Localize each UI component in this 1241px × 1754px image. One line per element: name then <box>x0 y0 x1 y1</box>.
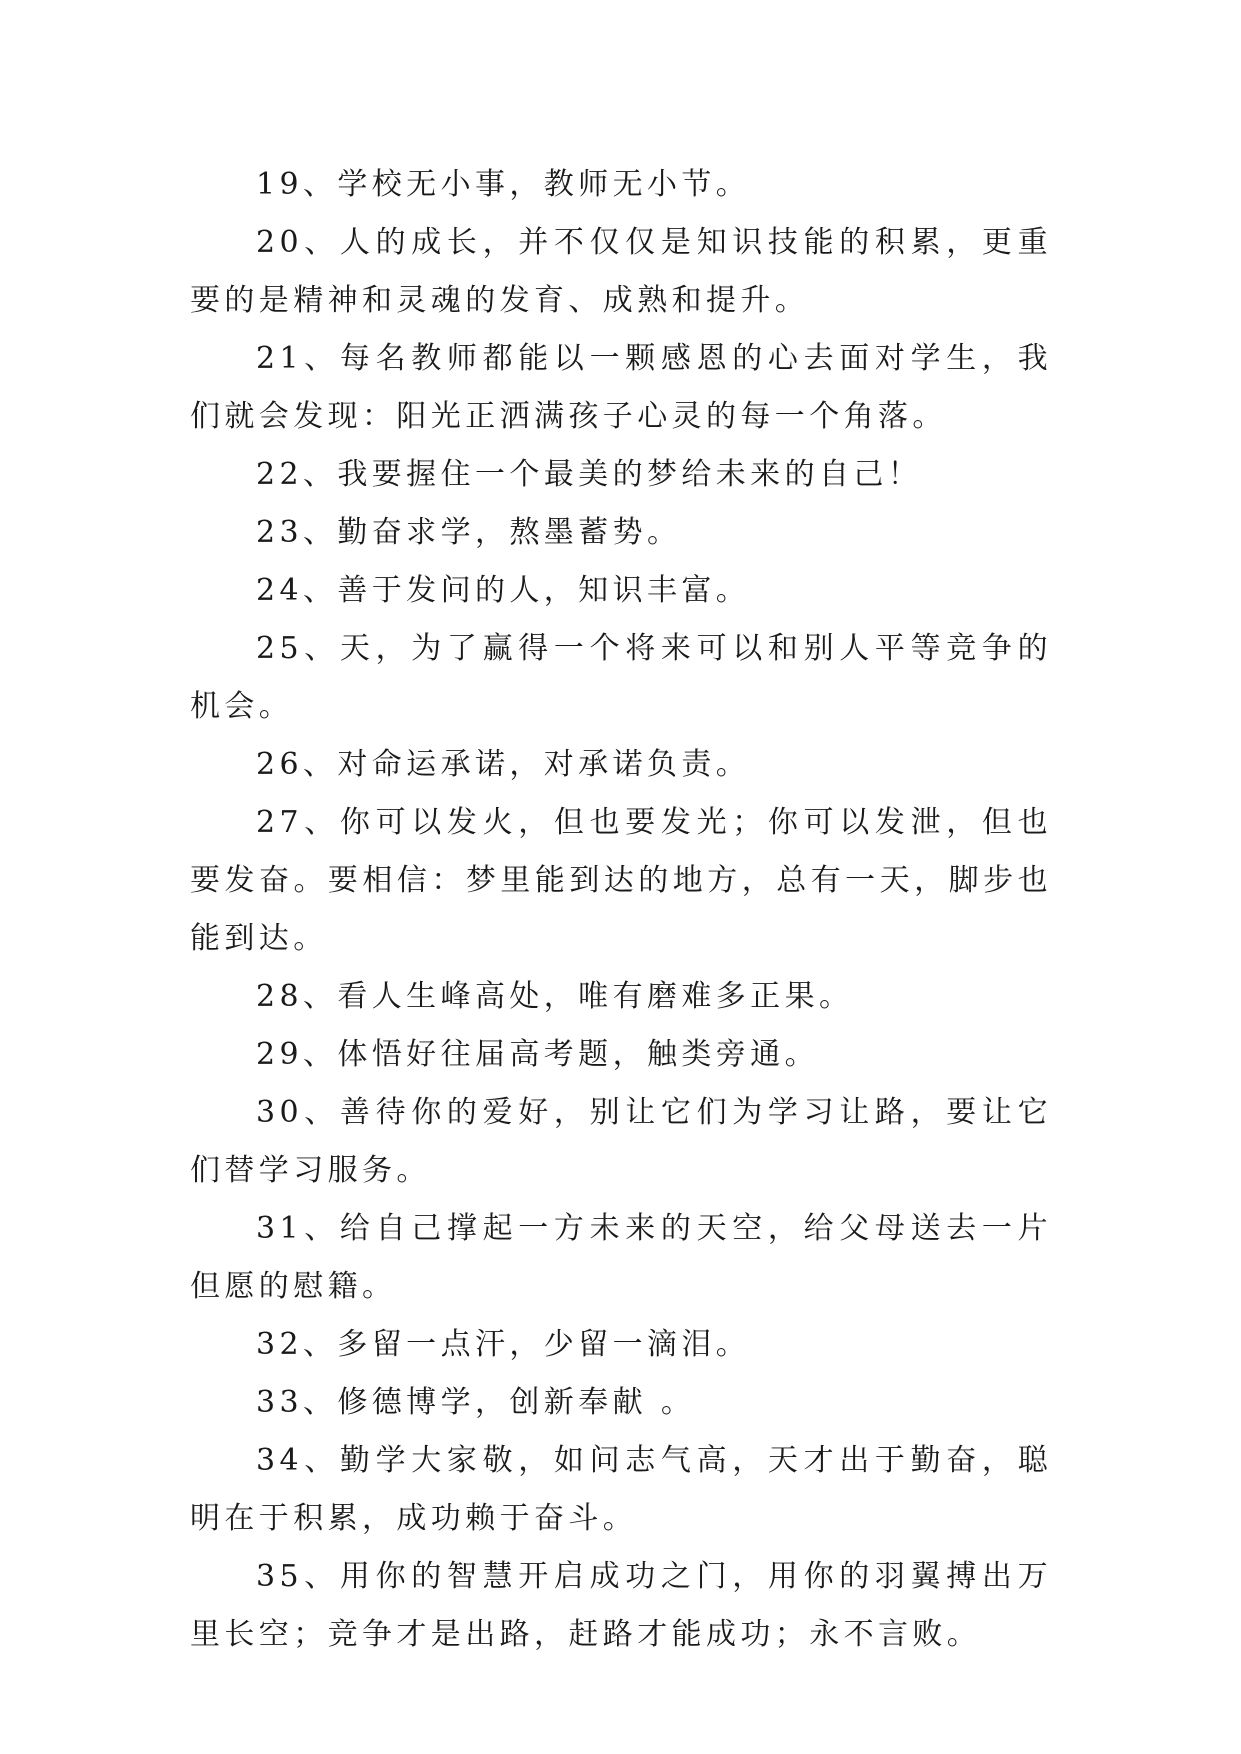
paragraph-24: 24、善于发问的人，知识丰富。 <box>256 573 751 608</box>
paragraph-33: 33、修德博学，创新奉献 。 <box>256 1385 696 1420</box>
paragraph-35: 35、用你的智慧开启成功之门，用你的羽翼搏出万里长空；竞争才是出路，赶路才能成功；永不言败。 <box>190 1559 1052 1652</box>
paragraph-32: 32、多留一点汗，少留一滴泪。 <box>256 1327 751 1362</box>
document-body <box>190 156 1052 1664</box>
paragraph-23: 23、勤奋求学，熬墨蓄势。 <box>256 515 682 550</box>
paragraph-22: 22、我要握住一个最美的梦给未来的自己！ <box>256 457 923 492</box>
paragraph-29: 29、体悟好往届高考题，触类旁通。 <box>256 1037 819 1072</box>
paragraph-34: 34、勤学大家敬，如问志气高，天才出于勤奋，聪明在于积累，成功赖于奋斗。 <box>190 1443 1052 1536</box>
paragraph-25: 25、天，为了赢得一个将来可以和别人平等竞争的机会。 <box>190 631 1052 724</box>
paragraph-28: 28、看人生峰高处，唯有磨难多正果。 <box>256 979 854 1014</box>
paragraph-26: 26、对命运承诺，对承诺负责。 <box>256 747 751 782</box>
paragraph-20: 20、人的成长，并不仅仅是知识技能的积累，更重要的是精神和灵魂的发育、成熟和提升。 <box>190 225 1052 318</box>
paragraph-30: 30、善待你的爱好，别让它们为学习让路，要让它们替学习服务。 <box>190 1095 1052 1188</box>
paragraph-19: 19、学校无小事，教师无小节。 <box>256 167 751 202</box>
paragraph-31: 31、给自己撑起一方未来的天空，给父母送去一片但愿的慰籍。 <box>190 1211 1052 1304</box>
paragraph-21: 21、每名教师都能以一颗感恩的心去面对学生，我们就会发现：阳光正洒满孩子心灵的每一个角落。 <box>190 341 1052 434</box>
paragraph-27: 27、你可以发火，但也要发光；你可以发泄，但也要发奋。要相信：梦里能到达的地方，总有一天，脚步也能到达。 <box>190 805 1052 956</box>
